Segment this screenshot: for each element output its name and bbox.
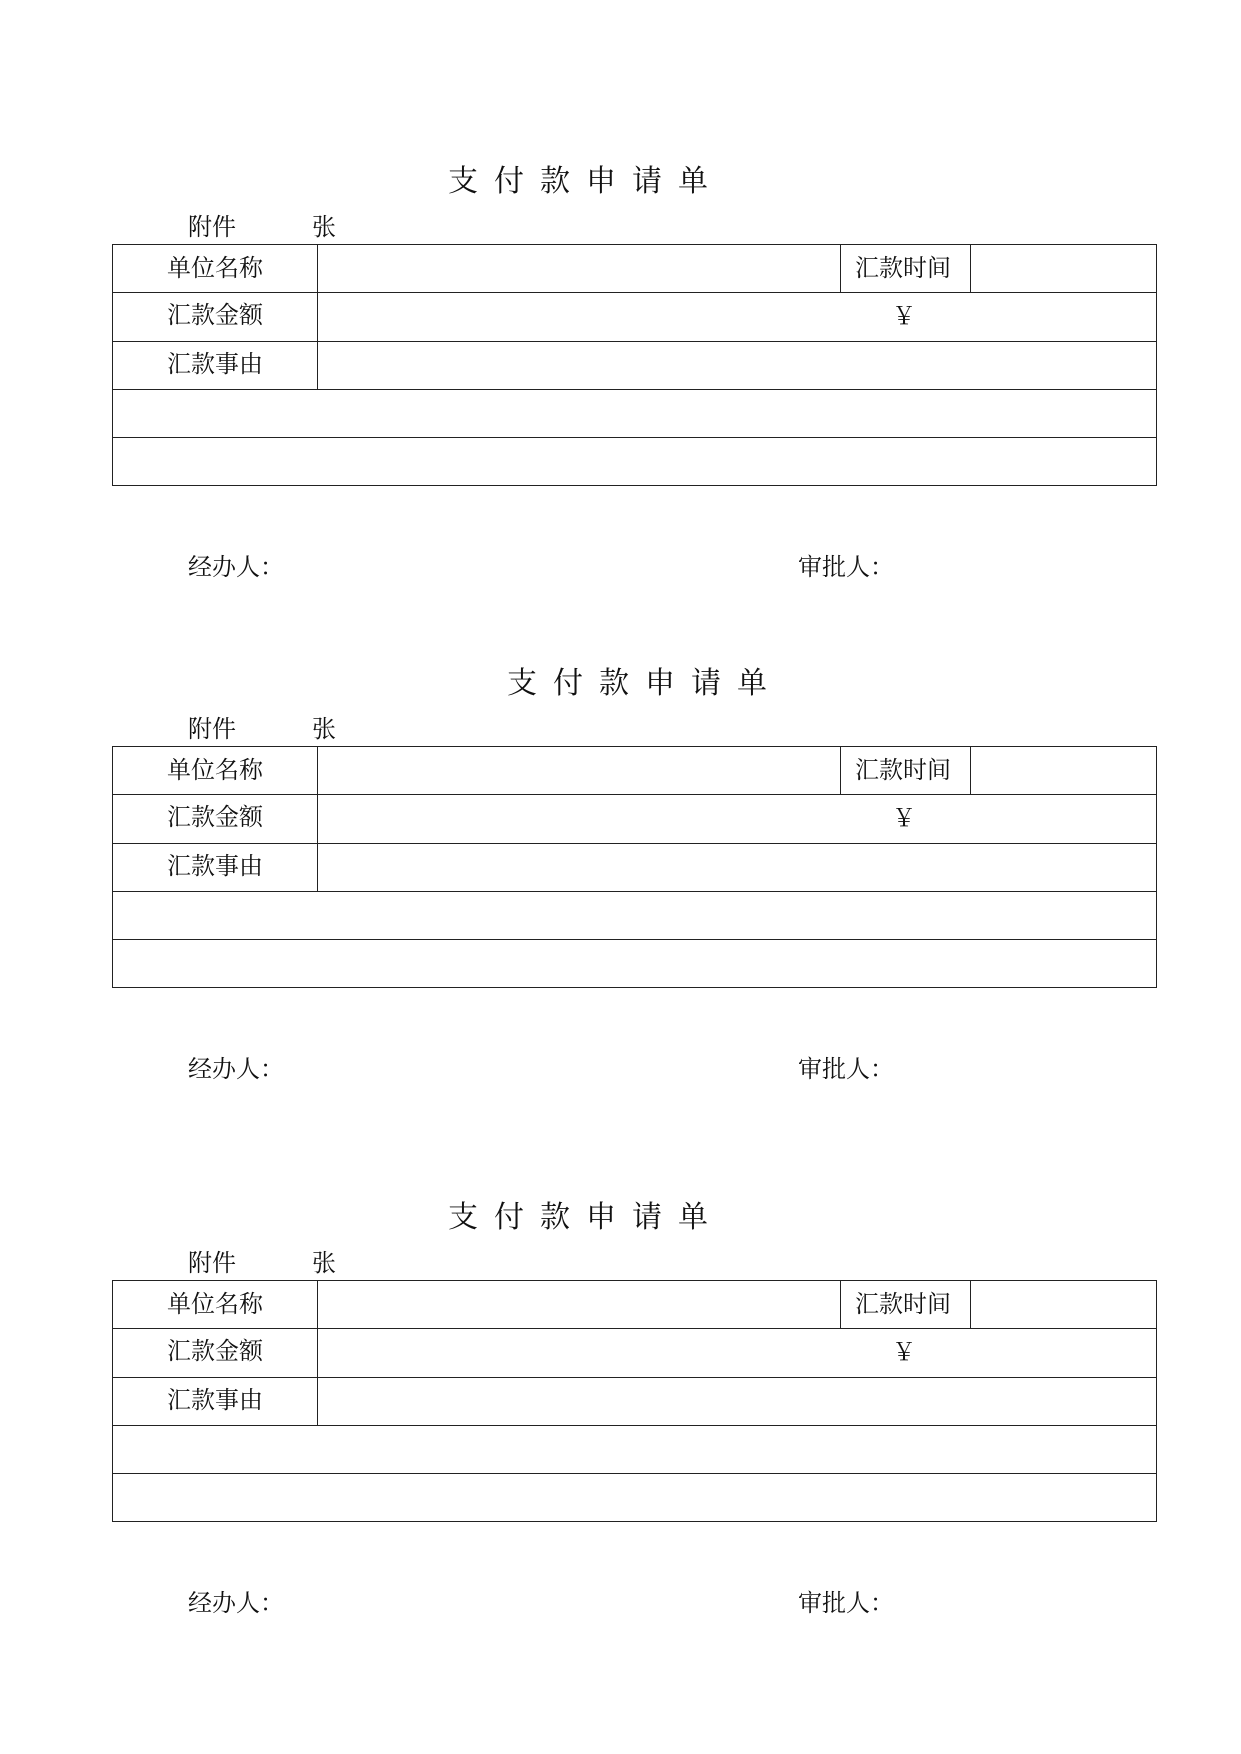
blank-row-2[interactable] <box>113 438 1156 484</box>
blank-row-1[interactable] <box>113 1426 1156 1472</box>
currency-symbol: ￥ <box>892 804 916 832</box>
reason-field[interactable] <box>319 342 1156 388</box>
attachment-unit: 张 <box>312 715 336 743</box>
blank-row-1[interactable] <box>113 892 1156 938</box>
attachment-label: 附件 <box>188 213 236 241</box>
payment-request-form-2 <box>0 664 1241 1084</box>
handler-label: 经办人： <box>188 553 284 581</box>
form-table <box>112 244 1157 486</box>
reason-field[interactable] <box>319 844 1156 890</box>
reason-label: 汇款事由 <box>167 852 263 880</box>
attachment-line <box>188 212 336 242</box>
attachment-line <box>188 714 336 744</box>
attachment-unit: 张 <box>312 1249 336 1277</box>
remit-time-label: 汇款时间 <box>855 254 951 282</box>
unit-name-field[interactable] <box>319 245 839 292</box>
blank-row-1[interactable] <box>113 390 1156 436</box>
attachment-label: 附件 <box>188 1249 236 1277</box>
blank-row-2[interactable] <box>113 1474 1156 1520</box>
unit-name-label: 单位名称 <box>167 254 263 282</box>
currency-symbol: ￥ <box>892 302 916 330</box>
remit-time-field[interactable] <box>972 245 1156 292</box>
remit-time-field[interactable] <box>972 1281 1156 1328</box>
unit-name-label: 单位名称 <box>167 756 263 784</box>
reason-field[interactable] <box>319 1378 1156 1424</box>
form-title: 支付款申请单 <box>448 164 724 199</box>
form-table <box>112 746 1157 988</box>
handler-label: 经办人： <box>188 1589 284 1617</box>
form-title: 支付款申请单 <box>507 666 783 701</box>
attachment-unit: 张 <box>312 213 336 241</box>
payment-request-form-1 <box>0 162 1241 582</box>
reason-label: 汇款事由 <box>167 350 263 378</box>
amount-label: 汇款金额 <box>167 803 263 831</box>
currency-symbol: ￥ <box>892 1338 916 1366</box>
unit-name-label: 单位名称 <box>167 1290 263 1318</box>
payment-request-form-3 <box>0 1198 1241 1618</box>
approver-label: 审批人： <box>798 553 894 581</box>
form-table <box>112 1280 1157 1522</box>
approver-label: 审批人： <box>798 1055 894 1083</box>
remit-time-label: 汇款时间 <box>855 756 951 784</box>
handler-label: 经办人： <box>188 1055 284 1083</box>
unit-name-field[interactable] <box>319 747 839 794</box>
attachment-line <box>188 1248 336 1278</box>
attachment-label: 附件 <box>188 715 236 743</box>
approver-label: 审批人： <box>798 1589 894 1617</box>
remit-time-label: 汇款时间 <box>855 1290 951 1318</box>
form-title: 支付款申请单 <box>448 1200 724 1235</box>
reason-label: 汇款事由 <box>167 1386 263 1414</box>
blank-row-2[interactable] <box>113 940 1156 986</box>
amount-label: 汇款金额 <box>167 1337 263 1365</box>
amount-label: 汇款金额 <box>167 301 263 329</box>
remit-time-field[interactable] <box>972 747 1156 794</box>
unit-name-field[interactable] <box>319 1281 839 1328</box>
